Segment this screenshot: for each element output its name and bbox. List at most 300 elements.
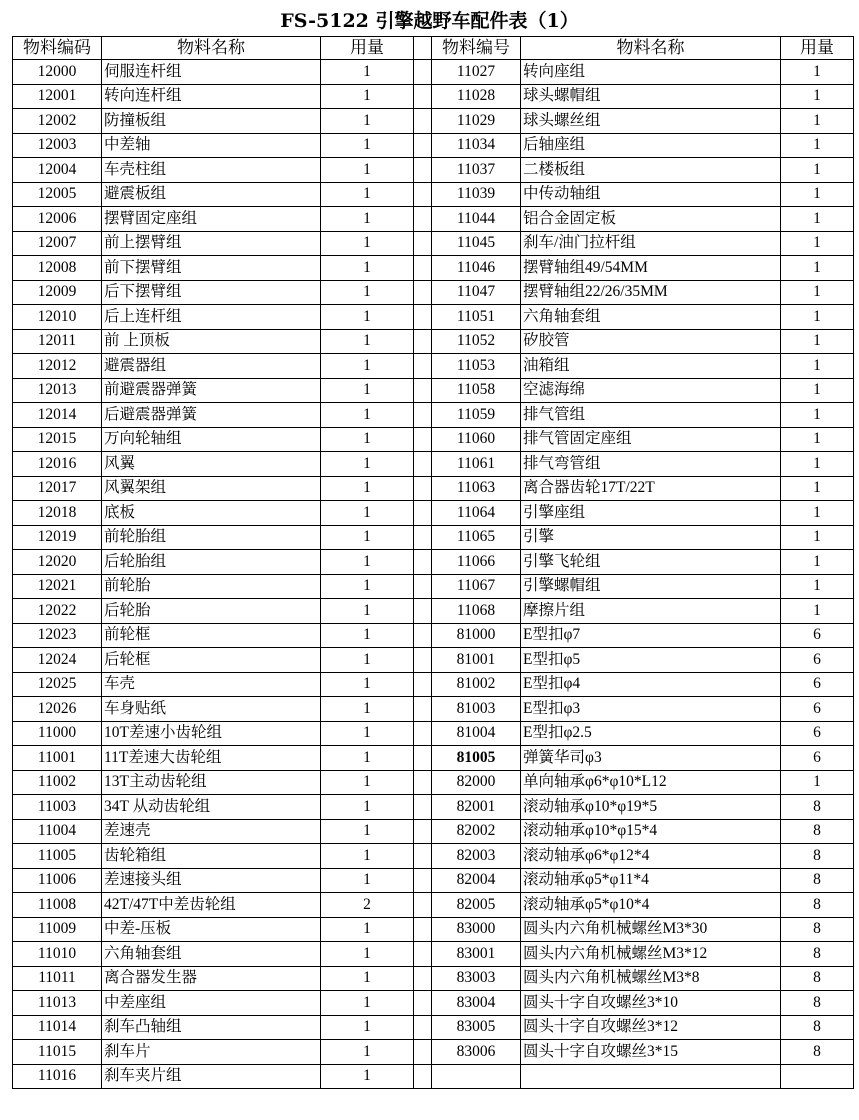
part-qty: 1 (781, 550, 854, 575)
part-code: 83006 (432, 1040, 521, 1065)
part-name: 圆头十字自攻螺丝3*12 (521, 1015, 781, 1040)
part-code: 12001 (13, 84, 102, 109)
part-code: 11037 (432, 158, 521, 183)
table-row (13, 158, 854, 183)
part-code: 81001 (432, 648, 521, 673)
column-gap (414, 1064, 432, 1089)
table-row (13, 133, 854, 158)
table-row (13, 452, 854, 477)
part-name: 后轮胎 (102, 599, 321, 624)
part-qty: 1 (781, 329, 854, 354)
table-row (13, 1064, 854, 1089)
part-code: 11016 (13, 1064, 102, 1089)
part-name: 前轮胎 (102, 574, 321, 599)
part-qty: 1 (321, 697, 414, 722)
part-qty: 1 (321, 770, 414, 795)
table-row (13, 574, 854, 599)
part-code: 81003 (432, 697, 521, 722)
part-name: 中差轴 (102, 133, 321, 158)
table-row (13, 721, 854, 746)
column-gap (414, 158, 432, 183)
part-code (432, 1064, 521, 1089)
part-name: 刹车片 (102, 1040, 321, 1065)
part-code: 11053 (432, 354, 521, 379)
part-qty: 1 (781, 207, 854, 232)
part-code: 12020 (13, 550, 102, 575)
part-name: 圆头内六角机械螺丝M3*12 (521, 942, 781, 967)
part-code: 11008 (13, 893, 102, 918)
part-code: 12003 (13, 133, 102, 158)
part-qty: 8 (781, 991, 854, 1016)
part-code: 12014 (13, 403, 102, 428)
part-name: 11T差速大齿轮组 (102, 746, 321, 771)
table-row (13, 329, 854, 354)
part-name: 圆头内六角机械螺丝M3*30 (521, 917, 781, 942)
part-code: 11052 (432, 329, 521, 354)
part-code: 82002 (432, 819, 521, 844)
table-row (13, 966, 854, 991)
part-code: 83004 (432, 991, 521, 1016)
header-code-right: 物料编号 (432, 37, 521, 60)
parts-table (12, 36, 854, 1089)
part-qty: 1 (781, 501, 854, 526)
part-qty: 1 (321, 476, 414, 501)
part-name: E型扣φ3 (521, 697, 781, 722)
part-code: 12010 (13, 305, 102, 330)
part-code: 83001 (432, 942, 521, 967)
part-qty: 1 (321, 672, 414, 697)
part-code: 81000 (432, 623, 521, 648)
part-name: 排气管组 (521, 403, 781, 428)
part-code: 12023 (13, 623, 102, 648)
part-qty: 1 (781, 525, 854, 550)
part-qty: 8 (781, 868, 854, 893)
part-qty: 1 (321, 378, 414, 403)
column-gap (414, 37, 432, 60)
part-code: 12025 (13, 672, 102, 697)
part-qty: 1 (781, 133, 854, 158)
part-code: 11044 (432, 207, 521, 232)
table-row (13, 1015, 854, 1040)
part-name: 离合器发生器 (102, 966, 321, 991)
part-qty: 1 (781, 280, 854, 305)
part-qty: 8 (781, 942, 854, 967)
part-code: 11003 (13, 795, 102, 820)
part-name: 引擎 (521, 525, 781, 550)
column-gap (414, 819, 432, 844)
part-qty: 1 (321, 648, 414, 673)
table-row (13, 476, 854, 501)
part-name: 空滤海绵 (521, 378, 781, 403)
column-gap (414, 207, 432, 232)
part-code: 82004 (432, 868, 521, 893)
part-code: 12024 (13, 648, 102, 673)
part-qty: 1 (321, 1064, 414, 1089)
part-qty: 8 (781, 795, 854, 820)
part-qty: 8 (781, 844, 854, 869)
part-code: 11002 (13, 770, 102, 795)
part-qty: 8 (781, 966, 854, 991)
part-name: 摆臂轴组49/54MM (521, 256, 781, 281)
part-code: 11005 (13, 844, 102, 869)
part-name: 中差-压板 (102, 917, 321, 942)
column-gap (414, 599, 432, 624)
part-code: 12009 (13, 280, 102, 305)
column-gap (414, 403, 432, 428)
part-code: 12018 (13, 501, 102, 526)
part-code: 83000 (432, 917, 521, 942)
part-qty: 1 (321, 182, 414, 207)
column-gap (414, 721, 432, 746)
part-name: E型扣φ4 (521, 672, 781, 697)
part-code: 11068 (432, 599, 521, 624)
part-qty: 1 (321, 60, 414, 85)
part-name: 风翼架组 (102, 476, 321, 501)
part-code: 12012 (13, 354, 102, 379)
part-code: 12002 (13, 109, 102, 134)
table-row (13, 844, 854, 869)
part-name: 转向连杆组 (102, 84, 321, 109)
part-qty: 1 (781, 182, 854, 207)
column-gap (414, 452, 432, 477)
part-code: 12000 (13, 60, 102, 85)
part-qty: 1 (781, 256, 854, 281)
part-code: 11006 (13, 868, 102, 893)
part-qty: 1 (321, 844, 414, 869)
part-name: 后上连杆组 (102, 305, 321, 330)
table-row (13, 231, 854, 256)
part-qty: 1 (321, 305, 414, 330)
part-name: 差速壳 (102, 819, 321, 844)
column-gap (414, 868, 432, 893)
part-name: E型扣φ7 (521, 623, 781, 648)
part-name: 34T 从动齿轮组 (102, 795, 321, 820)
part-name: 矽胶管 (521, 329, 781, 354)
column-gap (414, 427, 432, 452)
part-code: 12006 (13, 207, 102, 232)
part-code: 12021 (13, 574, 102, 599)
header-name-left: 物料名称 (102, 37, 321, 60)
part-code: 12019 (13, 525, 102, 550)
table-body (13, 60, 854, 1089)
column-gap (414, 378, 432, 403)
part-name: 排气弯管组 (521, 452, 781, 477)
part-qty: 1 (321, 207, 414, 232)
column-gap (414, 182, 432, 207)
column-gap (414, 501, 432, 526)
table-row (13, 599, 854, 624)
column-gap (414, 1040, 432, 1065)
column-gap (414, 231, 432, 256)
part-code: 11064 (432, 501, 521, 526)
column-gap (414, 991, 432, 1016)
part-qty: 1 (321, 917, 414, 942)
column-gap (414, 770, 432, 795)
part-qty: 1 (321, 1040, 414, 1065)
part-qty: 6 (781, 697, 854, 722)
table-row (13, 305, 854, 330)
part-name: 齿轮箱组 (102, 844, 321, 869)
table-header-row (13, 37, 854, 60)
part-code: 82005 (432, 893, 521, 918)
part-name: 滚动轴承φ6*φ12*4 (521, 844, 781, 869)
part-qty: 1 (321, 574, 414, 599)
part-name: 后下摆臂组 (102, 280, 321, 305)
part-qty: 1 (781, 84, 854, 109)
header-name-right: 物料名称 (521, 37, 781, 60)
part-qty: 6 (781, 623, 854, 648)
part-qty: 1 (781, 599, 854, 624)
part-qty: 1 (321, 819, 414, 844)
part-name: 六角轴套组 (102, 942, 321, 967)
column-gap (414, 550, 432, 575)
part-name: 避震器组 (102, 354, 321, 379)
table-row (13, 893, 854, 918)
part-name: 底板 (102, 501, 321, 526)
part-name: 车壳柱组 (102, 158, 321, 183)
part-code: 83005 (432, 1015, 521, 1040)
part-name: 后避震器弹簧 (102, 403, 321, 428)
part-qty: 1 (321, 623, 414, 648)
part-name: 42T/47T中差齿轮组 (102, 893, 321, 918)
table-row (13, 525, 854, 550)
table-row (13, 819, 854, 844)
table-row (13, 795, 854, 820)
part-qty: 1 (781, 60, 854, 85)
column-gap (414, 525, 432, 550)
part-name: 球头螺丝组 (521, 109, 781, 134)
part-name: 弹簧华司φ3 (521, 746, 781, 771)
column-gap (414, 329, 432, 354)
part-code: 11011 (13, 966, 102, 991)
part-code: 12005 (13, 182, 102, 207)
part-code: 12013 (13, 378, 102, 403)
part-name: 前上摆臂组 (102, 231, 321, 256)
part-code: 82001 (432, 795, 521, 820)
part-code: 82000 (432, 770, 521, 795)
table-row (13, 501, 854, 526)
part-qty: 1 (781, 231, 854, 256)
part-name: 刹车凸轴组 (102, 1015, 321, 1040)
table-row (13, 917, 854, 942)
part-name: 前轮胎组 (102, 525, 321, 550)
column-gap (414, 648, 432, 673)
part-code: 11045 (432, 231, 521, 256)
part-qty: 1 (321, 868, 414, 893)
part-qty: 1 (781, 378, 854, 403)
part-qty: 1 (321, 403, 414, 428)
part-qty: 8 (781, 893, 854, 918)
part-code: 81002 (432, 672, 521, 697)
part-name: 油箱组 (521, 354, 781, 379)
part-qty: 8 (781, 1040, 854, 1065)
part-qty: 1 (781, 476, 854, 501)
part-name: 刹车夹片组 (102, 1064, 321, 1089)
part-name: 前下摆臂组 (102, 256, 321, 281)
column-gap (414, 697, 432, 722)
part-name: 刹车/油门拉杆组 (521, 231, 781, 256)
table-row (13, 256, 854, 281)
part-qty: 1 (321, 501, 414, 526)
table-row (13, 942, 854, 967)
part-code: 11013 (13, 991, 102, 1016)
part-qty: 1 (321, 109, 414, 134)
part-name: 风翼 (102, 452, 321, 477)
part-code: 11004 (13, 819, 102, 844)
column-gap (414, 305, 432, 330)
part-name: 后轮框 (102, 648, 321, 673)
table-row (13, 60, 854, 85)
part-code: 83003 (432, 966, 521, 991)
column-gap (414, 84, 432, 109)
part-qty: 2 (321, 893, 414, 918)
part-name: 排气管固定座组 (521, 427, 781, 452)
part-code: 12026 (13, 697, 102, 722)
part-qty: 1 (321, 746, 414, 771)
part-name: 引擎螺帽组 (521, 574, 781, 599)
part-qty: 1 (321, 427, 414, 452)
part-name: 后轮胎组 (102, 550, 321, 575)
table-row (13, 378, 854, 403)
part-code: 12004 (13, 158, 102, 183)
table-row (13, 427, 854, 452)
part-name: 前避震器弹簧 (102, 378, 321, 403)
column-gap (414, 844, 432, 869)
table-row (13, 280, 854, 305)
part-qty: 1 (781, 427, 854, 452)
part-qty: 1 (321, 280, 414, 305)
part-code: 11029 (432, 109, 521, 134)
part-code: 11047 (432, 280, 521, 305)
table-row (13, 84, 854, 109)
part-name: 伺服连杆组 (102, 60, 321, 85)
part-code: 11060 (432, 427, 521, 452)
part-name: 铝合金固定板 (521, 207, 781, 232)
part-name: 10T差速小齿轮组 (102, 721, 321, 746)
part-name: 球头螺帽组 (521, 84, 781, 109)
column-gap (414, 893, 432, 918)
part-qty: 1 (321, 550, 414, 575)
part-name: 圆头内六角机械螺丝M3*8 (521, 966, 781, 991)
part-code: 11063 (432, 476, 521, 501)
part-qty: 1 (321, 525, 414, 550)
column-gap (414, 1015, 432, 1040)
part-code: 11059 (432, 403, 521, 428)
part-code: 11046 (432, 256, 521, 281)
column-gap (414, 574, 432, 599)
column-gap (414, 795, 432, 820)
header-qty-left: 用量 (321, 37, 414, 60)
part-code: 11051 (432, 305, 521, 330)
column-gap (414, 917, 432, 942)
part-code: 11001 (13, 746, 102, 771)
part-name: 滚动轴承φ5*φ11*4 (521, 868, 781, 893)
part-code: 11058 (432, 378, 521, 403)
part-name: 六角轴套组 (521, 305, 781, 330)
part-qty: 1 (321, 966, 414, 991)
part-code: 12017 (13, 476, 102, 501)
part-name: 万向轮轴组 (102, 427, 321, 452)
part-qty: 1 (781, 403, 854, 428)
column-gap (414, 623, 432, 648)
table-row (13, 868, 854, 893)
part-code: 11028 (432, 84, 521, 109)
part-qty: 1 (321, 354, 414, 379)
table-row (13, 770, 854, 795)
part-name (521, 1064, 781, 1089)
part-name: 中传动轴组 (521, 182, 781, 207)
part-qty: 1 (321, 158, 414, 183)
part-qty: 1 (321, 991, 414, 1016)
part-name: 差速接头组 (102, 868, 321, 893)
column-gap (414, 966, 432, 991)
column-gap (414, 256, 432, 281)
part-name: 车身贴纸 (102, 697, 321, 722)
part-qty: 1 (781, 109, 854, 134)
part-name: 圆头十字自攻螺丝3*10 (521, 991, 781, 1016)
part-name: 引擎座组 (521, 501, 781, 526)
part-qty: 1 (321, 599, 414, 624)
part-name: 单向轴承φ6*φ10*L12 (521, 770, 781, 795)
part-name: 前 上顶板 (102, 329, 321, 354)
part-code: 81005 (432, 746, 521, 771)
column-gap (414, 280, 432, 305)
part-name: 防撞板组 (102, 109, 321, 134)
part-qty: 1 (321, 942, 414, 967)
part-qty: 6 (781, 648, 854, 673)
table-row (13, 991, 854, 1016)
part-qty: 6 (781, 672, 854, 697)
part-qty: 1 (321, 231, 414, 256)
part-code: 11061 (432, 452, 521, 477)
part-qty: 1 (781, 452, 854, 477)
table-row (13, 623, 854, 648)
part-qty: 1 (321, 133, 414, 158)
part-code: 11067 (432, 574, 521, 599)
part-name: 离合器齿轮17T/22T (521, 476, 781, 501)
part-qty: 1 (321, 84, 414, 109)
header-qty-right: 用量 (781, 37, 854, 60)
column-gap (414, 942, 432, 967)
part-name: E型扣φ5 (521, 648, 781, 673)
part-qty: 1 (321, 795, 414, 820)
part-code: 11065 (432, 525, 521, 550)
column-gap (414, 672, 432, 697)
part-code: 12015 (13, 427, 102, 452)
header-code-left: 物料编码 (13, 37, 102, 60)
part-name: 转向座组 (521, 60, 781, 85)
part-code: 11034 (432, 133, 521, 158)
part-qty: 1 (781, 305, 854, 330)
part-name: 摆臂固定座组 (102, 207, 321, 232)
part-qty: 1 (321, 256, 414, 281)
column-gap (414, 476, 432, 501)
part-code: 12008 (13, 256, 102, 281)
part-name: 摩擦片组 (521, 599, 781, 624)
part-name: 圆头十字自攻螺丝3*15 (521, 1040, 781, 1065)
part-name: 后轴座组 (521, 133, 781, 158)
part-qty: 1 (321, 721, 414, 746)
part-qty: 1 (321, 452, 414, 477)
part-code: 81004 (432, 721, 521, 746)
part-code: 11009 (13, 917, 102, 942)
part-name: 13T主动齿轮组 (102, 770, 321, 795)
table-row (13, 550, 854, 575)
column-gap (414, 354, 432, 379)
part-code: 12022 (13, 599, 102, 624)
table-row (13, 109, 854, 134)
table-row (13, 182, 854, 207)
